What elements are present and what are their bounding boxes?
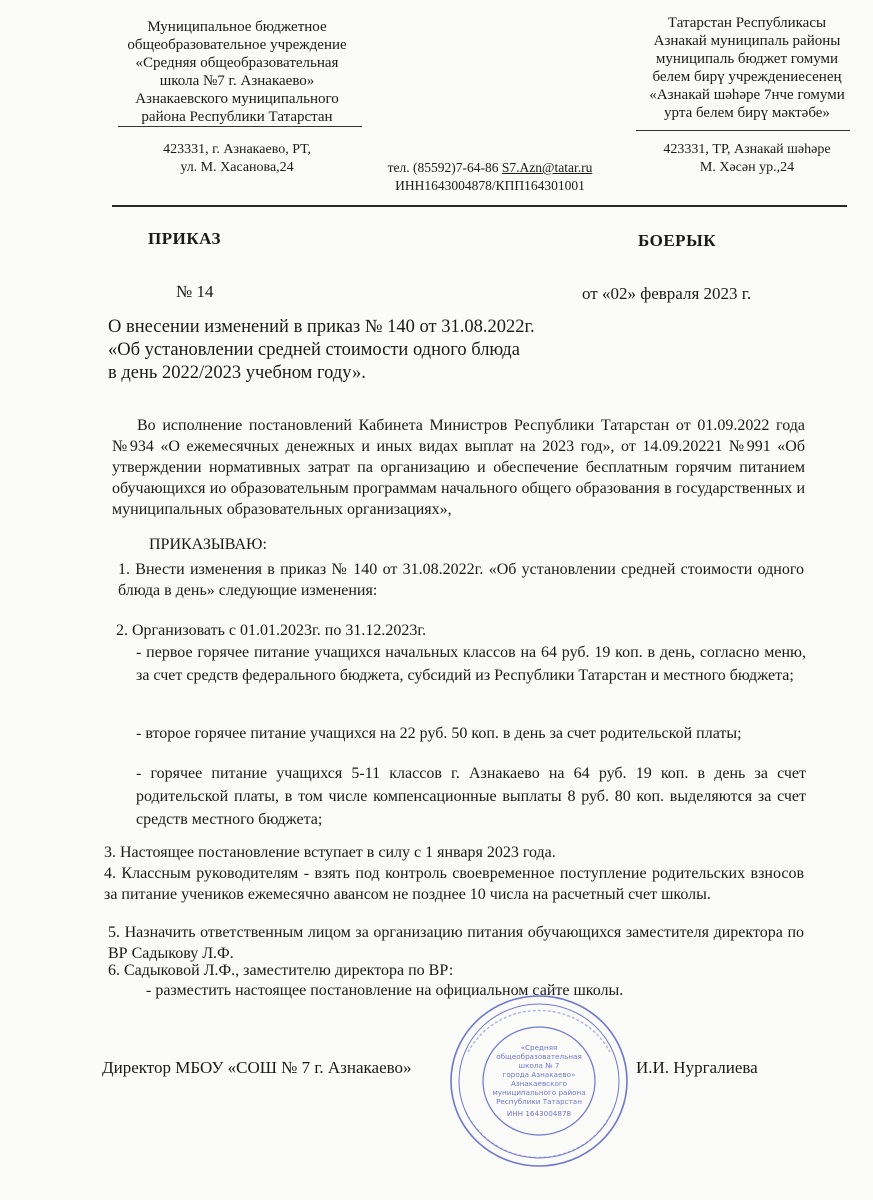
email-link[interactable]: S7.Azn@tatar.ru bbox=[501, 160, 593, 175]
seal-line: «Средняя bbox=[520, 1043, 558, 1052]
order-item-3: 3. Настоящее постановление вступает в силу с 1 января 2023 года. bbox=[104, 844, 556, 861]
org-name-tt-line: муниципаль бюджет гомуми bbox=[655, 51, 839, 67]
sub-item-first-meal: - первое горячее питание учащихся начальных классов на 64 руб. 19 коп. в день, согласно меню, за счет средств федерального бюджета, субсидий из Республики Татарстан и местного бюджета; bbox=[136, 644, 806, 684]
doc-type-tt: БОЕРЫК bbox=[638, 231, 717, 250]
org-name-tt-line: белем бирү учреждениесенең bbox=[652, 69, 842, 85]
sub-item-second-meal: - второе горячее питание учащихся на 22 руб. 50 коп. в день за счет родительской платы; bbox=[136, 725, 742, 742]
sub-item-grades-5-11: - горячее питание учащихся 5-11 классов г. Азнакаево на 64 руб. 19 коп. в день за счет родительской платы, в том числе компенсационные выплаты 8 руб. 80 коп. выделяются за счет средств местного бюджета; bbox=[136, 765, 806, 828]
seal-line: города Азнакаево» bbox=[502, 1070, 576, 1079]
address-tt bbox=[632, 141, 862, 177]
seal-line: школа № 7 bbox=[518, 1061, 560, 1070]
address-tt-line: 423331, ТР, Азнакай шәһәре bbox=[663, 142, 831, 157]
doc-title-line: «Об установлении средней стоимости одного блюда bbox=[108, 340, 520, 360]
doc-title-line: О внесении изменений в приказ № 140 от 31.08.2022г. bbox=[108, 317, 535, 337]
header-right-rule bbox=[636, 130, 850, 131]
doc-date: от «02» февраля 2023 г. bbox=[582, 284, 752, 303]
org-name-tt-line: Татарстан Республикасы bbox=[667, 15, 827, 31]
official-seal bbox=[448, 992, 630, 1170]
org-name-ru-line: района Республики Татарстан bbox=[141, 109, 333, 125]
seal-line: Республики Татарстан bbox=[496, 1097, 582, 1106]
org-name-ru-line: «Средняя общеобразовательная bbox=[135, 55, 339, 71]
seal-line: муниципального района bbox=[492, 1088, 586, 1097]
org-name-ru-line: Муниципальное бюджетное bbox=[147, 19, 327, 35]
order-item-4: 4. Классным руководителям - взять под контроль своевременное поступление родительских взносов за питание учеников ежемесячно авансом не позднее 10 числа на расчетный счет школы. bbox=[104, 865, 804, 903]
org-name-ru-line: общеобразовательное учреждение bbox=[127, 37, 347, 53]
org-name-tt bbox=[637, 14, 857, 122]
org-name-ru bbox=[112, 18, 362, 126]
org-name-ru-line: Азнакаевского муниципального bbox=[135, 91, 339, 107]
order-item-2: 2. Организовать с 01.01.2023г. по 31.12.2023г. bbox=[116, 622, 427, 639]
inn: ИНН1643004878/КПП164301001 bbox=[395, 178, 585, 193]
signature-position: Директор МБОУ «СОШ № 7 г. Азнакаево» bbox=[102, 1058, 412, 1077]
seal-line: Азнакаевского bbox=[510, 1079, 568, 1088]
address-ru-line: 423331, г. Азнакаево, РТ, bbox=[163, 142, 311, 157]
signature-name: И.И. Нургалиева bbox=[636, 1058, 758, 1077]
org-name-tt-line: «Азнакай шәһәре 7нче гомуми bbox=[649, 87, 845, 103]
doc-type-ru: ПРИКАЗ bbox=[148, 229, 221, 248]
order-item-6: 6. Садыковой Л.Ф., заместителю директора по ВР: bbox=[108, 962, 454, 979]
order-item-1: 1. Внести изменения в приказ № 140 от 31.08.2022г. «Об установлении средней стоимости одного блюда в день» следующие изменения: bbox=[118, 561, 804, 599]
org-name-tt-line: урта белем бирү мәктәбе» bbox=[664, 105, 830, 121]
intro-paragraph: Во исполнение постановлений Кабинета Министров Республики Татарстан от 01.09.2022 года №934 «О ежемесячных денежных и иных видах выплат на 2023 год», от 14.09.20221 №991 «Об утверждении нормативных затрат па организацию и обеспечение бесплатным горячим питанием обучающихся ио образовательным программам начального общего образования в государственных и муниципальных образовательных организациях», bbox=[112, 417, 805, 518]
org-name-ru-line: школа №7 г. Азнакаево» bbox=[159, 73, 315, 89]
address-ru-line: ул. М. Хасанова,24 bbox=[180, 160, 294, 175]
address-tt-line: М. Хәсән ур.,24 bbox=[699, 160, 795, 175]
org-name-tt-line: Азнакай муниципаль районы bbox=[653, 33, 841, 49]
doc-title-line: в день 2022/2023 учебном году». bbox=[108, 363, 366, 383]
order-item-5: 5. Назначить ответственным лицом за организацию питания обучающихся заместителя директора по ВР Садыкову Л.Ф. bbox=[108, 924, 804, 962]
address-ru bbox=[112, 141, 362, 177]
sub-item-publish: - разместить настоящее постановление на официальном сайте школы. bbox=[146, 982, 624, 999]
doc-number: № 14 bbox=[176, 282, 214, 301]
order-word: ПРИКАЗЫВАЮ: bbox=[149, 536, 267, 553]
contacts bbox=[355, 159, 625, 195]
seal-line: общеобразовательная bbox=[496, 1052, 582, 1061]
doc-title bbox=[108, 316, 628, 385]
header-divider bbox=[112, 205, 847, 207]
phone: тел. (85592)7-64-86 bbox=[387, 160, 499, 175]
seal-line: ИНН 1643004878 bbox=[506, 1109, 572, 1118]
header-left-rule bbox=[118, 126, 362, 127]
